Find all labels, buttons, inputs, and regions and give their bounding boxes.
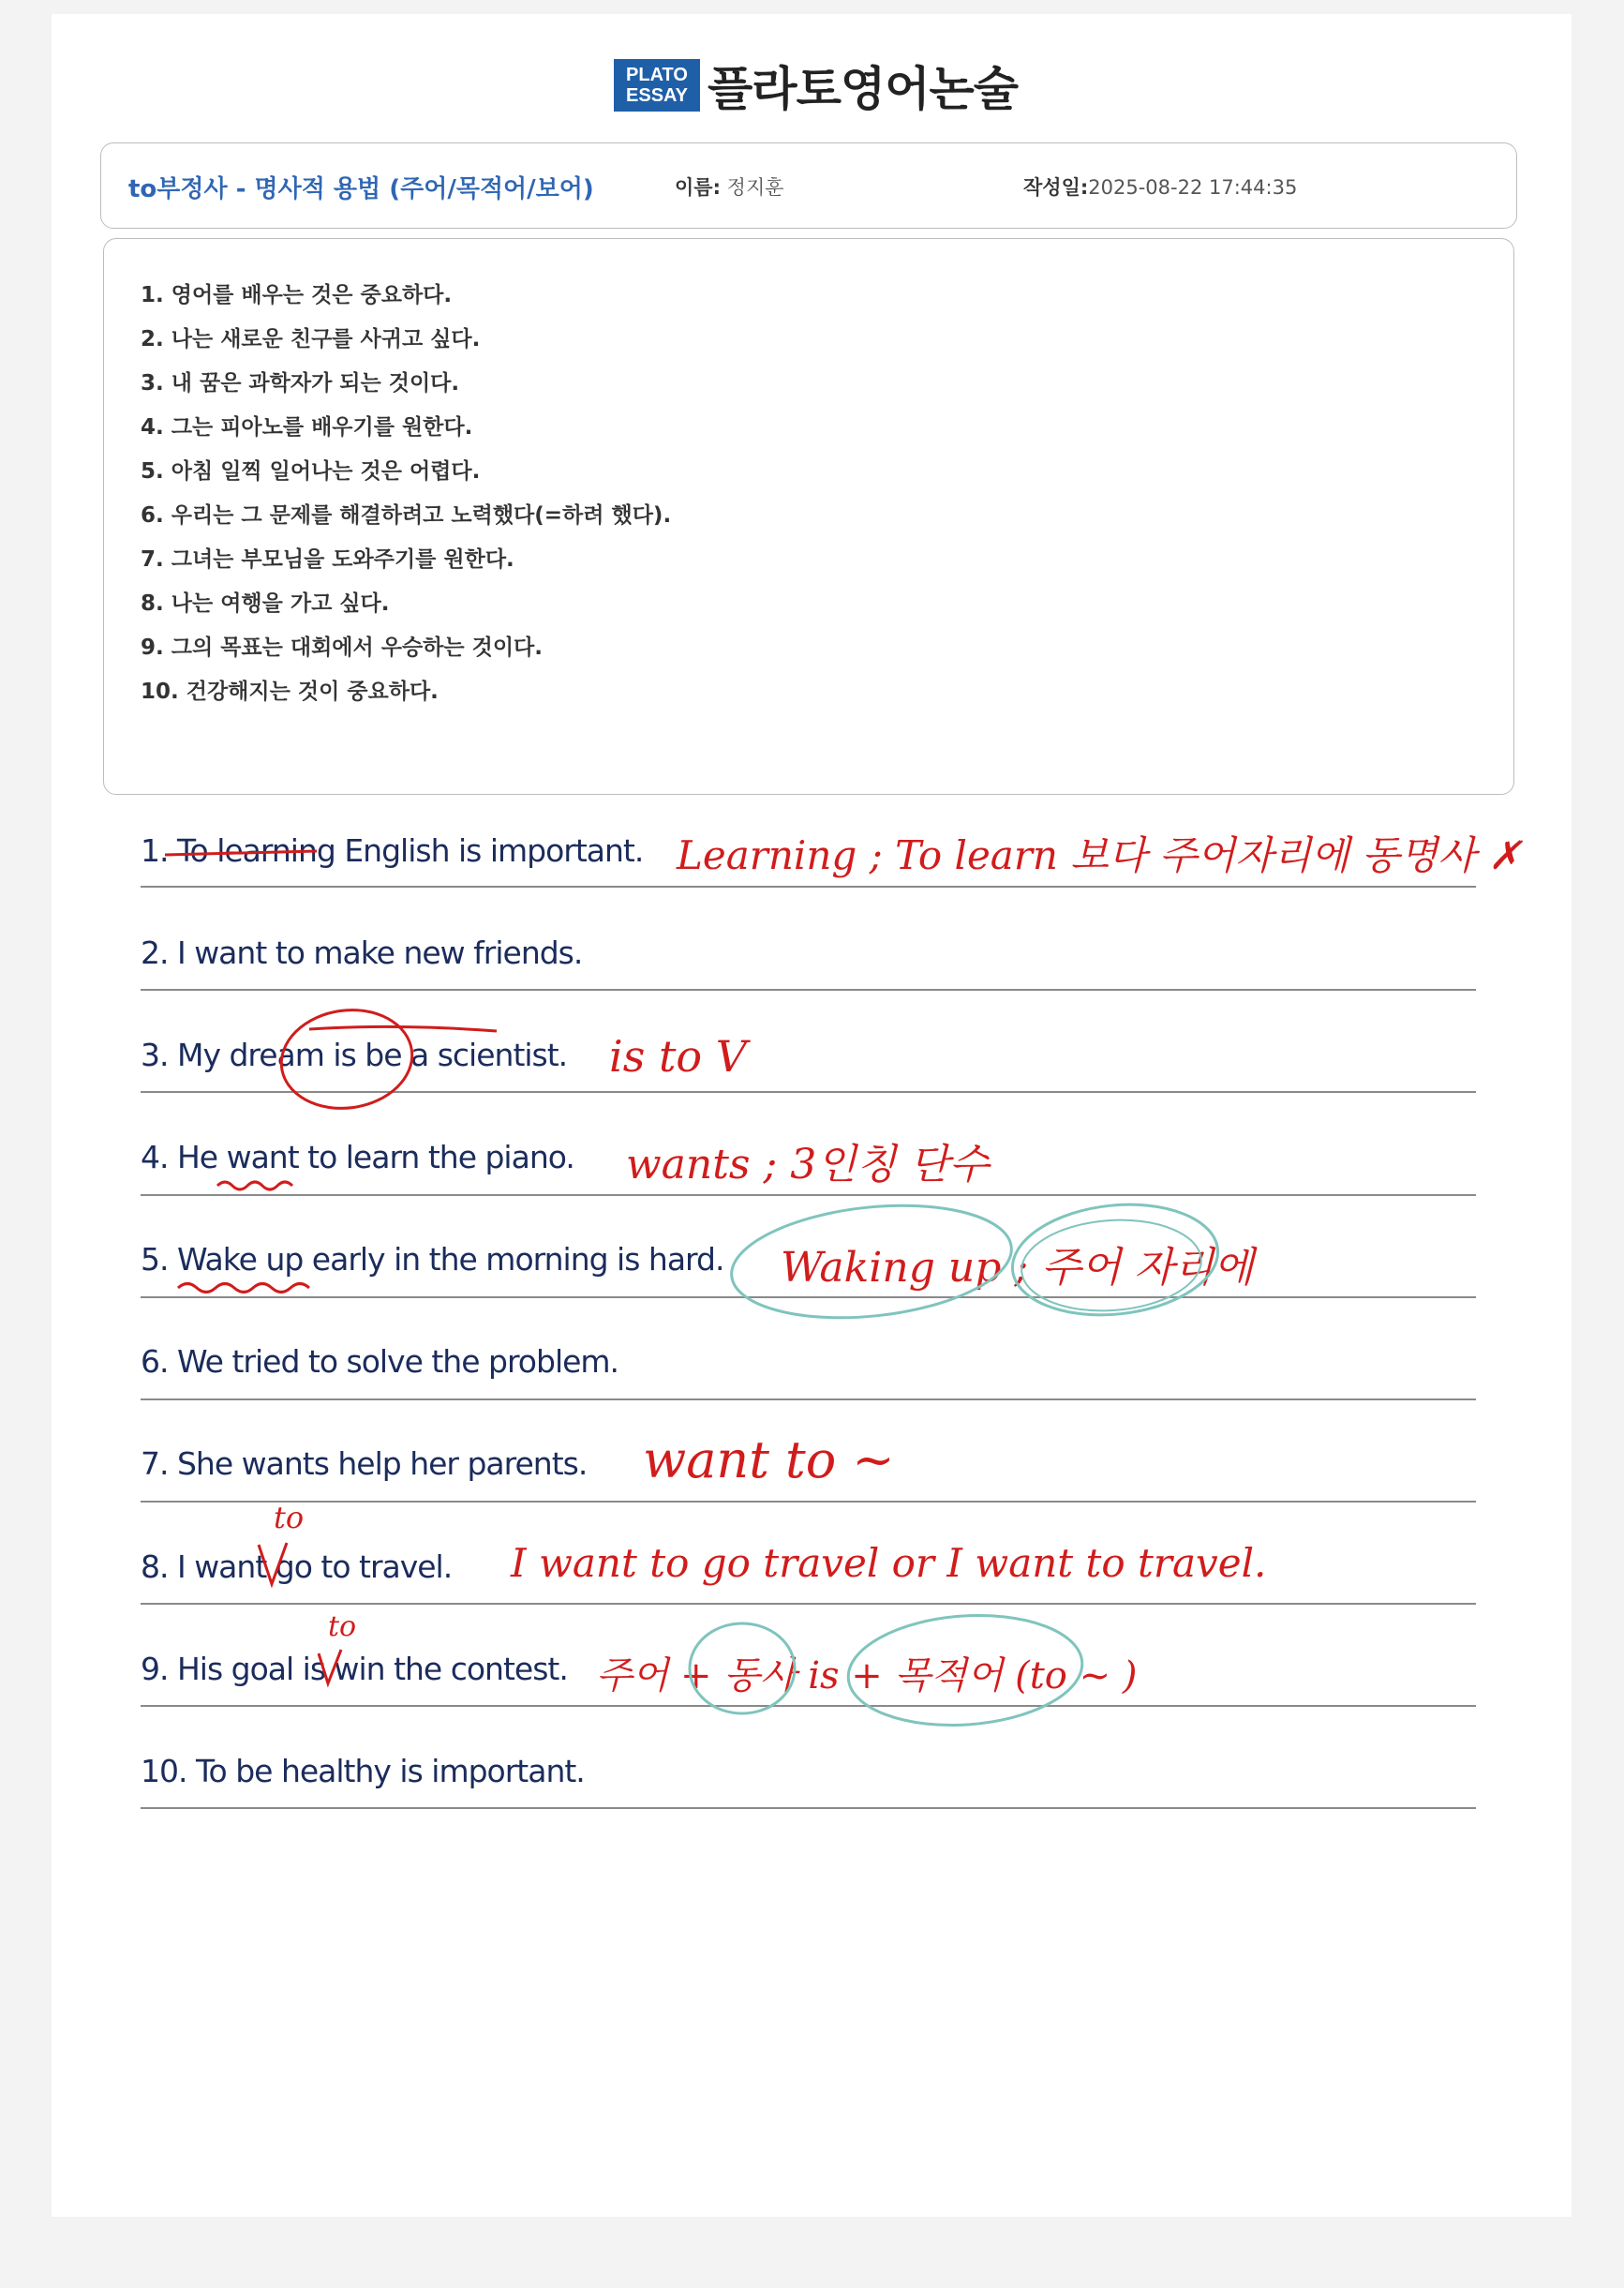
answer-line-4: 4. He want to learn the piano. (141, 1139, 574, 1175)
correction-note-7: want to ~ (643, 1430, 895, 1489)
date-label: 작성일: (1023, 176, 1089, 199)
correction-note-8: I want to go travel or I want to travel. (511, 1540, 1267, 1586)
question-list (141, 279, 671, 720)
answer-line-9: 9. His goal is win the contest. (141, 1651, 568, 1687)
ruled-line (141, 886, 1476, 888)
correction-note-1: Learning ; To learn 보다 주어자리에 동명사 ✗ (677, 832, 1522, 878)
worksheet-title: to부정사 - 명사적 용법 (주어/목적어/보어) (128, 175, 594, 203)
ruled-line (141, 1398, 1476, 1400)
question-item: 1. 영어를 배우는 것은 중요하다. (141, 283, 453, 307)
ruled-line (141, 1296, 1476, 1298)
question-item: 6. 우리는 그 문제를 해결하려고 노력했다(=하려 했다). (141, 503, 672, 528)
name-label: 이름: (675, 176, 721, 199)
correction-note-3: is to V (609, 1031, 747, 1082)
ruled-line (141, 1705, 1476, 1707)
answer-line-6: 6. We tried to solve the problem. (141, 1343, 619, 1380)
correction-note-5: Waking up ; 주어 자리에 (781, 1244, 1254, 1292)
question-item: 8. 나는 여행을 가고 싶다. (141, 591, 390, 616)
answer-line-8: 8. I want go to travel. (141, 1548, 453, 1585)
brand-logo (614, 58, 1019, 116)
ruled-line (141, 1091, 1476, 1093)
brand-name: 플라토영어논술 (708, 62, 1019, 116)
question-item: 7. 그녀는 부모님을 도와주기를 원한다. (141, 547, 514, 572)
ruled-line (141, 1501, 1476, 1503)
question-item: 9. 그의 목표는 대회에서 우승하는 것이다. (141, 636, 544, 660)
badge-line2: ESSAY (626, 85, 688, 106)
date-value: 2025-08-22 17:44:35 (1088, 176, 1298, 199)
question-item: 10. 건강해지는 것이 중요하다. (141, 680, 439, 704)
answer-line-3: 3. My dream is be a scientist. (141, 1037, 568, 1073)
ruled-line (141, 1807, 1476, 1809)
answer-line-1: 1. To learning English is important. (141, 832, 644, 869)
question-item: 2. 나는 새로운 친구를 사귀고 싶다. (141, 327, 481, 351)
answer-line-10: 10. To be healthy is important. (141, 1753, 585, 1789)
name-value: 정지훈 (726, 176, 784, 199)
insertion-mark-9: to (328, 1610, 357, 1643)
question-item: 4. 그는 피아노를 배우기를 원한다. (141, 415, 473, 440)
created-date (1023, 172, 1297, 201)
plato-essay-badge (614, 59, 700, 112)
badge-line1: PLATO (626, 65, 688, 85)
answer-line-7: 7. She wants help her parents. (141, 1445, 588, 1482)
question-item: 5. 아침 일찍 일어나는 것은 어렵다. (141, 459, 481, 484)
student-name (675, 172, 784, 201)
answer-line-5: 5. Wake up early in the morning is hard. (141, 1241, 724, 1278)
ruled-line (141, 989, 1476, 991)
question-item: 3. 내 꿈은 과학자가 되는 것이다. (141, 371, 460, 396)
correction-note-4: wants ; 3인칭 단수 (626, 1141, 990, 1189)
correction-note-9: 주어 + 동사 is + 목적어 (to ~ ) (596, 1654, 1138, 1697)
ruled-line (141, 1194, 1476, 1196)
ruled-line (141, 1603, 1476, 1605)
insertion-mark-8: to (274, 1500, 305, 1535)
answer-line-2: 2. I want to make new friends. (141, 935, 583, 971)
